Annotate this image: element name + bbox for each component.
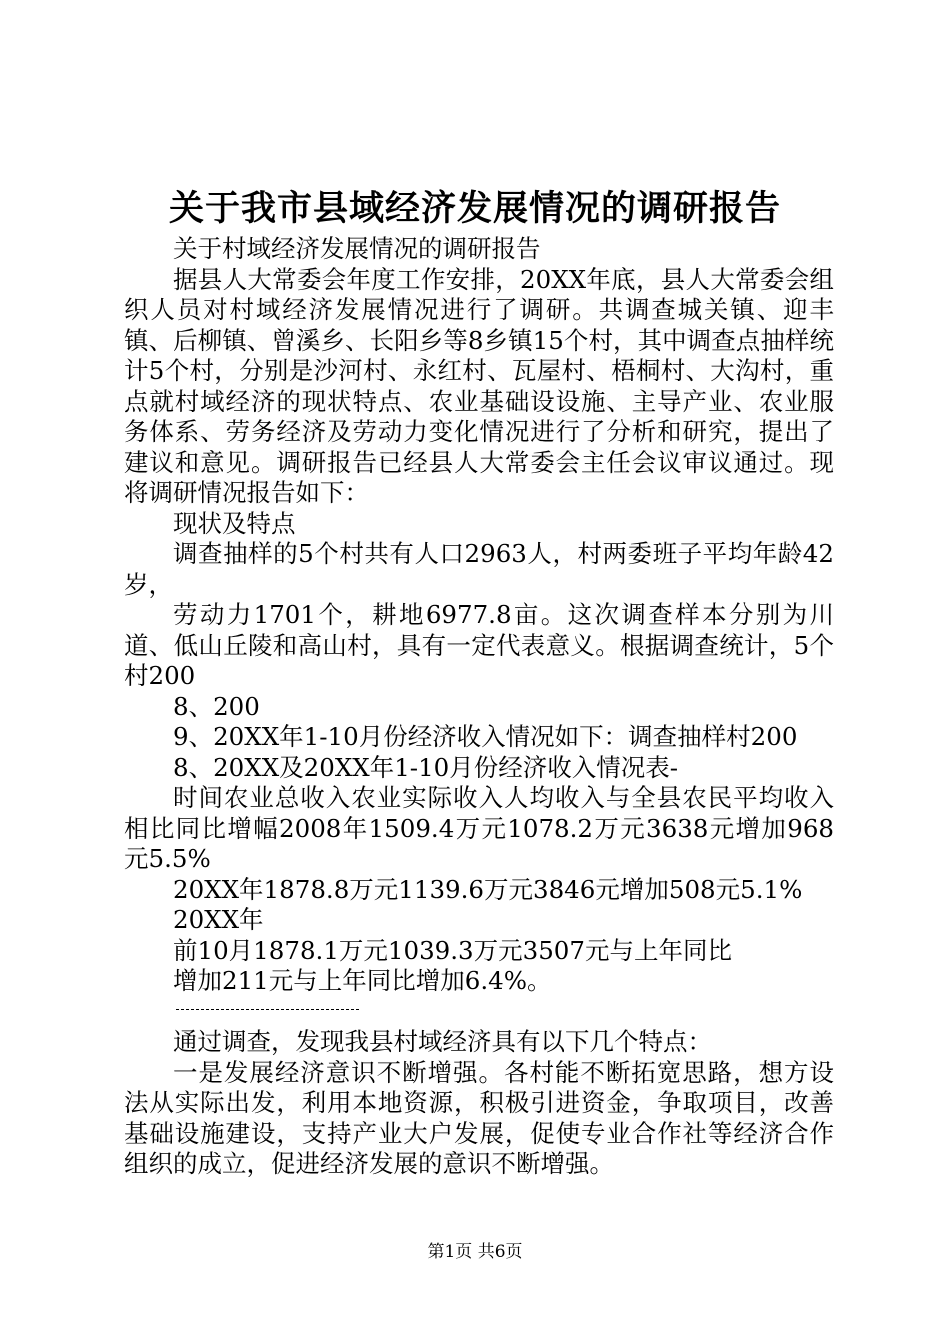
subtitle-paragraph: 关于村域经济发展情况的调研报告 xyxy=(173,234,541,263)
labor-paragraph: 劳动力1701个，耕地6977.8亩。这次调查样本分别为川道、低山丘陵和高山村，具有一定代表意义。根据调查统计，5个村200 xyxy=(124,600,834,690)
table-row-20xx-a: 20XX年1878.8万元1139.6万元3846元增加508元5.1% xyxy=(173,874,803,904)
table-row-2008: 时间农业总收入农业实际收入人均收入与全县农民平均收入相比同比增幅2008年1509.4万元1078.2万元3638元增加968元5.5% xyxy=(124,783,834,873)
section-heading: 现状及特点 xyxy=(173,508,296,538)
document-title: 关于我市县域经济发展情况的调研报告 xyxy=(168,188,781,229)
dashed-divider xyxy=(176,997,834,1028)
intro-paragraph: 据县人大常委会年度工作安排，20XX年底，县人大常委会组织人员对村域经济发展情况进行了调研。共调查城关镇、迎丰镇、后柳镇、曾溪乡、长阳乡等8乡镇15个村，其中调查点抽样统计5个村，分别是沙河村、永红村、瓦屋村、梧桐村、大沟村，重点就村域经济的现状特点、农业基础设设施、主导产业、农业服务体系、劳务经济及劳动力变化情况进行了分析和研究，提出了建议和意见。调研报告已经县人大常委会主任会议审议通过。现将调研情况报告如下： xyxy=(124,264,834,507)
document-body xyxy=(124,234,834,1180)
feature-one-paragraph: 一是发展经济意识不断增强。各村能不断拓宽思路，想方设法从实际出发，利用本地资源，积极引进资金，争取项目，改善基础设施建设，支持产业大户发展，促使专业合作社等经济合作组织的成立，促进经济发展的意识不断增强。 xyxy=(124,1057,834,1178)
year-fragment-paragraph: 8、200 xyxy=(173,691,260,721)
table-row-20xx-b-year: 20XX年 xyxy=(173,905,264,934)
table-caption-paragraph: 8、20XX及20XX年1-10月份经济收入情况表- xyxy=(173,752,679,782)
page-number-footer: 第1页 共6页 xyxy=(427,1242,523,1262)
features-intro-paragraph: 通过调查，发现我县村域经济具有以下几个特点： xyxy=(173,1027,712,1056)
table-row-20xx-b-values: 前10月1878.1万元1039.3万元3507元与上年同比 xyxy=(173,935,732,965)
population-paragraph: 调查抽样的5个村共有人口2963人，村两委班子平均年龄42岁， xyxy=(124,539,834,599)
income-intro-paragraph: 9、20XX年1-10月份经济收入情况如下：调查抽样村200 xyxy=(173,722,798,751)
table-row-20xx-b-increase: 增加211元与上年同比增加6.4%。 xyxy=(173,966,552,995)
